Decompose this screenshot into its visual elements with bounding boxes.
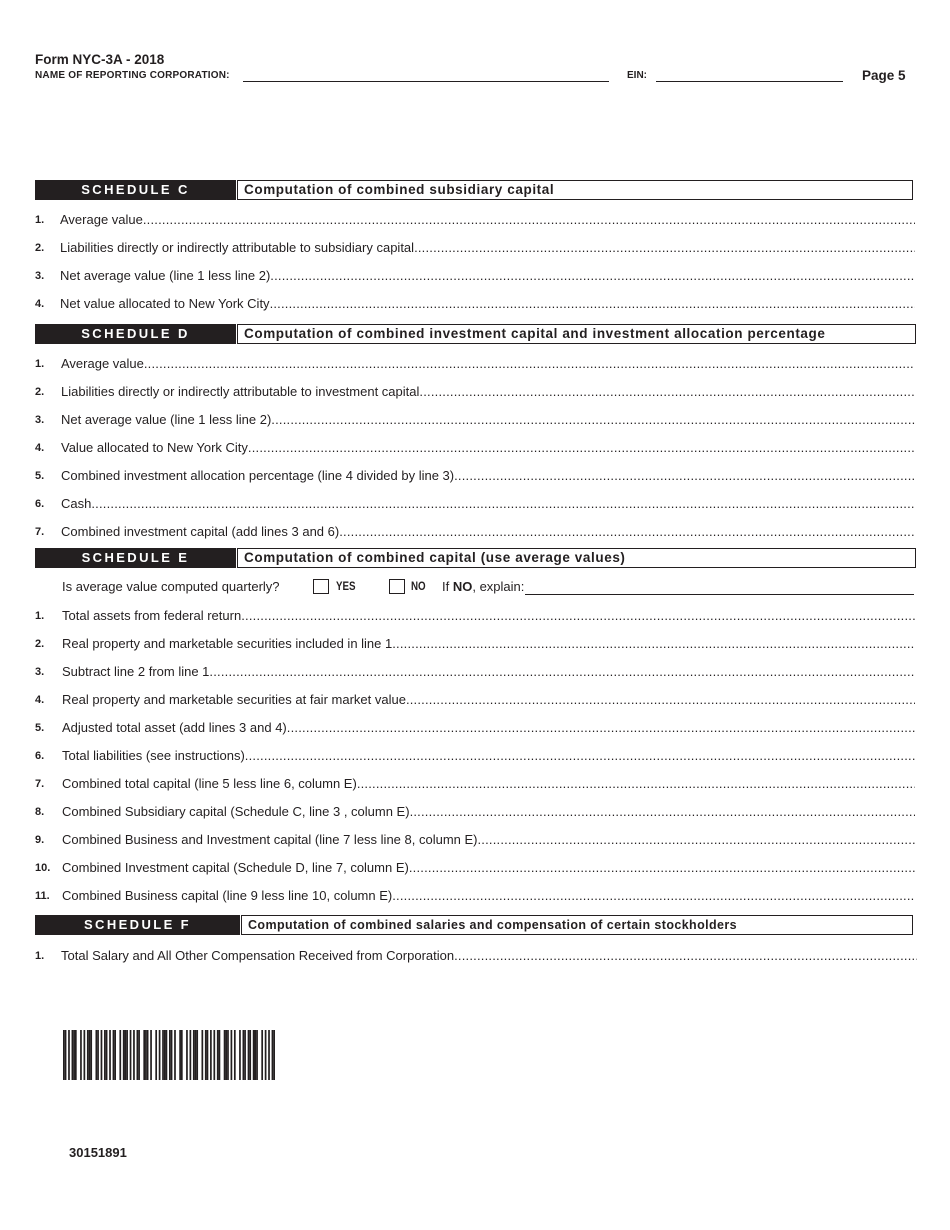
dot-leader xyxy=(454,948,917,964)
dot-leader xyxy=(392,636,915,652)
barcode-bar xyxy=(80,1030,82,1080)
schedule-d-line-2[interactable] xyxy=(35,384,915,400)
barcode-bar xyxy=(68,1030,70,1080)
barcode-bar xyxy=(249,1030,251,1080)
dot-leader xyxy=(339,524,915,540)
schedule-e-line-11[interactable] xyxy=(35,888,915,904)
dot-leader xyxy=(209,664,915,680)
line-label: Combined Business and Investment capital (line 7 less line 8, column E) xyxy=(62,832,478,847)
schedule-d-line-1[interactable] xyxy=(35,356,915,372)
barcode-bar xyxy=(219,1030,221,1080)
barcode-bar xyxy=(205,1030,207,1080)
barcode-bar xyxy=(75,1030,77,1080)
barcode-bar xyxy=(125,1030,127,1080)
barcode-bar xyxy=(159,1030,161,1080)
barcode-bar xyxy=(133,1030,135,1080)
barcode-bar xyxy=(210,1030,212,1080)
barcode-bar xyxy=(89,1030,91,1080)
line-number: 2. xyxy=(35,242,45,254)
line-label: Liabilities directly or indirectly attributable to investment capital xyxy=(61,384,420,399)
dot-leader xyxy=(454,468,915,484)
schedule-e-line-9[interactable] xyxy=(35,832,915,848)
line-text xyxy=(62,804,915,820)
barcode-bar xyxy=(193,1030,195,1080)
barcode-bar xyxy=(181,1030,183,1080)
line-number: 8. xyxy=(35,806,45,818)
dot-leader xyxy=(144,356,915,372)
line-text xyxy=(62,888,915,904)
schedule-e-line-2[interactable] xyxy=(35,636,915,652)
schedule-c-title: Computation of combined subsidiary capital xyxy=(237,180,913,200)
barcode-bar xyxy=(72,1030,74,1080)
line-number: 1. xyxy=(35,358,45,370)
barcode-bar xyxy=(106,1030,108,1080)
barcode-bar xyxy=(201,1030,203,1080)
line-text xyxy=(61,948,917,964)
dot-leader xyxy=(414,240,915,256)
schedule-e-line-5[interactable] xyxy=(35,720,915,736)
line-text xyxy=(62,776,915,792)
line-label: Combined Business capital (line 9 less line 10, column E) xyxy=(62,888,393,903)
line-number: 7. xyxy=(35,526,45,538)
barcode-bar xyxy=(137,1030,139,1080)
barcode-bar xyxy=(171,1030,173,1080)
barcode-bar xyxy=(169,1030,171,1080)
line-text xyxy=(60,212,915,228)
line-text xyxy=(62,748,915,764)
barcode-bar xyxy=(97,1030,99,1080)
schedule-c-header xyxy=(35,180,912,200)
line-text xyxy=(60,268,915,284)
line-number: 1. xyxy=(35,214,45,226)
line-label: Total Salary and All Other Compensation Received from Corporation xyxy=(61,948,455,963)
barcode-bar xyxy=(119,1030,121,1080)
ein-field[interactable] xyxy=(656,81,843,82)
line-label: Combined Subsidiary capital (Schedule C, line 3 , column E) xyxy=(62,804,410,819)
line-text xyxy=(62,608,915,624)
line-number: 3. xyxy=(35,666,45,678)
barcode-bar xyxy=(166,1030,168,1080)
line-text xyxy=(60,296,915,312)
barcode xyxy=(63,1030,275,1080)
barcode-bar xyxy=(231,1030,233,1080)
barcode-bar xyxy=(272,1030,274,1080)
line-number: 3. xyxy=(35,414,45,426)
barcode-bar xyxy=(130,1030,132,1080)
line-text xyxy=(61,524,915,540)
yes-label: YES xyxy=(336,581,356,593)
schedule-c-line-3[interactable] xyxy=(35,268,915,284)
line-number: 4. xyxy=(35,442,45,454)
line-label: Net value allocated to New York City xyxy=(60,296,270,311)
barcode-bar xyxy=(253,1030,255,1080)
barcode-bar xyxy=(207,1030,209,1080)
schedule-e-line-10[interactable] xyxy=(35,860,915,876)
line-label: Total liabilities (see instructions) xyxy=(62,748,245,763)
dot-leader xyxy=(271,412,915,428)
barcode-bar xyxy=(213,1030,215,1080)
schedule-d-line-3[interactable] xyxy=(35,412,915,428)
line-number: 5. xyxy=(35,470,45,482)
schedule-f-title: Computation of combined salaries and compensation of certain stockholders xyxy=(241,915,913,935)
barcode-bar xyxy=(109,1030,111,1080)
barcode-bar xyxy=(145,1030,147,1080)
barcode-bar xyxy=(174,1030,176,1080)
line-number: 4. xyxy=(35,694,45,706)
barcode-bar xyxy=(87,1030,89,1080)
barcode-bar xyxy=(248,1030,250,1080)
form-title: Form NYC-3A - 2018 xyxy=(35,52,165,67)
schedule-c-line-4[interactable] xyxy=(35,296,915,312)
line-label: Subtract line 2 from line 1 xyxy=(62,664,210,679)
line-text xyxy=(61,412,915,428)
barcode-bar xyxy=(268,1030,270,1080)
dot-leader xyxy=(409,860,915,876)
schedule-d-line-7[interactable] xyxy=(35,524,915,540)
barcode-bar xyxy=(95,1030,97,1080)
schedule-e-line-8[interactable] xyxy=(35,804,915,820)
dot-leader xyxy=(419,384,915,400)
barcode-bar xyxy=(190,1030,192,1080)
schedule-e-tab: SCHEDULE E xyxy=(35,548,236,568)
barcode-bar xyxy=(227,1030,229,1080)
dot-leader xyxy=(392,888,915,904)
line-number: 4. xyxy=(35,298,45,310)
schedule-c-tab: SCHEDULE C xyxy=(35,180,236,200)
line-text xyxy=(62,664,915,680)
line-text xyxy=(61,356,915,372)
barcode-bar xyxy=(138,1030,140,1080)
line-label: Cash xyxy=(61,496,92,511)
barcode-bar xyxy=(147,1030,149,1080)
schedule-f-header xyxy=(35,915,912,935)
schedule-d-line-5[interactable] xyxy=(35,468,915,484)
barcode-bar xyxy=(243,1030,245,1080)
barcode-bar xyxy=(73,1030,75,1080)
schedule-e-header xyxy=(35,548,915,568)
barcode-bar xyxy=(217,1030,219,1080)
line-label: Net average value (line 1 less line 2) xyxy=(61,412,272,427)
line-label: Combined investment allocation percentage (line 4 divided by line 3) xyxy=(61,468,455,483)
line-label: Average value xyxy=(61,356,144,371)
schedule-d-header xyxy=(35,324,915,344)
schedule-e-line-6[interactable] xyxy=(35,748,915,764)
schedule-d-line-6[interactable] xyxy=(35,496,915,512)
line-text xyxy=(61,468,915,484)
dot-leader xyxy=(410,804,915,820)
schedule-e-line-4[interactable] xyxy=(35,692,915,708)
yes-checkbox[interactable] xyxy=(313,579,329,594)
barcode-bar xyxy=(256,1030,258,1080)
line-label: Value allocated to New York City xyxy=(61,440,248,455)
barcode-bar xyxy=(254,1030,256,1080)
schedule-f-line-1[interactable] xyxy=(35,948,917,964)
barcode-bar xyxy=(155,1030,157,1080)
line-label: Combined total capital (line 5 less line 6, column E) xyxy=(62,776,357,791)
barcode-bar xyxy=(244,1030,246,1080)
line-text xyxy=(62,692,915,708)
line-number: 3. xyxy=(35,270,45,282)
dot-leader xyxy=(357,776,915,792)
line-text xyxy=(62,832,915,848)
quarterly-question-row xyxy=(62,578,915,596)
dot-leader xyxy=(270,296,915,312)
barcode-bar xyxy=(162,1030,164,1080)
schedule-f-tab: SCHEDULE F xyxy=(35,915,240,935)
schedule-e-line-7[interactable] xyxy=(35,776,915,792)
line-number: 2. xyxy=(35,386,45,398)
barcode-bar xyxy=(65,1030,67,1080)
line-text xyxy=(62,860,915,876)
barcode-bar xyxy=(104,1030,106,1080)
line-label: Total assets from federal return xyxy=(62,608,242,623)
line-text xyxy=(60,240,915,256)
barcode-bar xyxy=(224,1030,226,1080)
barcode-bar xyxy=(101,1030,103,1080)
barcode-bar xyxy=(63,1030,65,1080)
barcode-bar xyxy=(261,1030,263,1080)
dot-leader xyxy=(91,496,915,512)
line-label: Adjusted total asset (add lines 3 and 4) xyxy=(62,720,287,735)
barcode-bar xyxy=(114,1030,116,1080)
line-number: 11. xyxy=(35,890,50,902)
no-checkbox[interactable] xyxy=(389,579,405,594)
schedule-e-line-3[interactable] xyxy=(35,664,915,680)
barcode-bar xyxy=(179,1030,181,1080)
explain-field[interactable] xyxy=(525,594,914,595)
line-number: 1. xyxy=(35,610,45,622)
schedule-d-line-4[interactable] xyxy=(35,440,915,456)
line-label: Net average value (line 1 less line 2) xyxy=(60,268,271,283)
line-label: Combined investment capital (add lines 3 and 6) xyxy=(61,524,340,539)
dot-leader xyxy=(248,440,915,456)
corporation-name-field[interactable] xyxy=(243,81,609,82)
line-label: Real property and marketable securities at fair market value xyxy=(62,692,406,707)
line-text xyxy=(62,636,915,652)
line-label: Real property and marketable securities included in line 1 xyxy=(62,636,393,651)
barcode-bar xyxy=(143,1030,145,1080)
dot-leader xyxy=(241,608,915,624)
line-label: Combined Investment capital (Schedule D, line 7, column E) xyxy=(62,860,409,875)
dot-leader xyxy=(245,748,915,764)
explain-suffix: , explain: xyxy=(472,579,525,594)
line-text xyxy=(61,384,915,400)
barcode-bar xyxy=(225,1030,227,1080)
explain-no: NO xyxy=(452,579,473,594)
page-number: Page 5 xyxy=(862,68,906,83)
dot-leader xyxy=(287,720,915,736)
schedule-d-tab: SCHEDULE D xyxy=(35,324,236,344)
barcode-bar xyxy=(84,1030,86,1080)
line-number: 6. xyxy=(35,750,45,762)
line-number: 9. xyxy=(35,834,45,846)
dot-leader xyxy=(143,212,915,228)
schedule-d-title: Computation of combined investment capital and investment allocation percentage xyxy=(237,324,916,344)
line-text xyxy=(61,496,915,512)
schedule-c-line-1[interactable] xyxy=(35,212,915,228)
line-text xyxy=(62,720,915,736)
line-label: Liabilities directly or indirectly attributable to subsidiary capital xyxy=(60,240,415,255)
barcode-bar xyxy=(90,1030,92,1080)
corporation-name-label: NAME OF REPORTING CORPORATION: xyxy=(35,70,230,81)
line-number: 5. xyxy=(35,722,45,734)
explain-label xyxy=(442,578,524,596)
dot-leader xyxy=(406,692,915,708)
schedule-c-line-2[interactable] xyxy=(35,240,915,256)
barcode-bar xyxy=(234,1030,236,1080)
barcode-bar xyxy=(265,1030,267,1080)
barcode-bar xyxy=(123,1030,125,1080)
barcode-bar xyxy=(126,1030,128,1080)
barcode-bar xyxy=(186,1030,188,1080)
line-number: 10. xyxy=(35,862,51,874)
barcode-bar xyxy=(195,1030,197,1080)
barcode-bar xyxy=(150,1030,152,1080)
dot-leader xyxy=(270,268,915,284)
quarterly-question: Is average value computed quarterly? xyxy=(62,579,280,594)
line-number: 6. xyxy=(35,498,45,510)
document-code: 30151891 xyxy=(69,1145,127,1160)
barcode-bar xyxy=(239,1030,241,1080)
dot-leader xyxy=(478,832,916,848)
barcode-bar xyxy=(273,1030,275,1080)
line-label: Average value xyxy=(60,212,143,227)
no-label: NO xyxy=(411,581,426,593)
explain-prefix: If xyxy=(442,579,453,594)
barcode-bar xyxy=(196,1030,198,1080)
line-number: 1. xyxy=(35,950,45,962)
schedule-e-line-1[interactable] xyxy=(35,608,915,624)
ein-label: EIN: xyxy=(627,70,647,81)
barcode-bar xyxy=(164,1030,166,1080)
line-number: 2. xyxy=(35,638,45,650)
line-number: 7. xyxy=(35,778,45,790)
barcode-bar xyxy=(113,1030,115,1080)
schedule-e-title: Computation of combined capital (use average values) xyxy=(237,548,916,568)
line-text xyxy=(61,440,915,456)
